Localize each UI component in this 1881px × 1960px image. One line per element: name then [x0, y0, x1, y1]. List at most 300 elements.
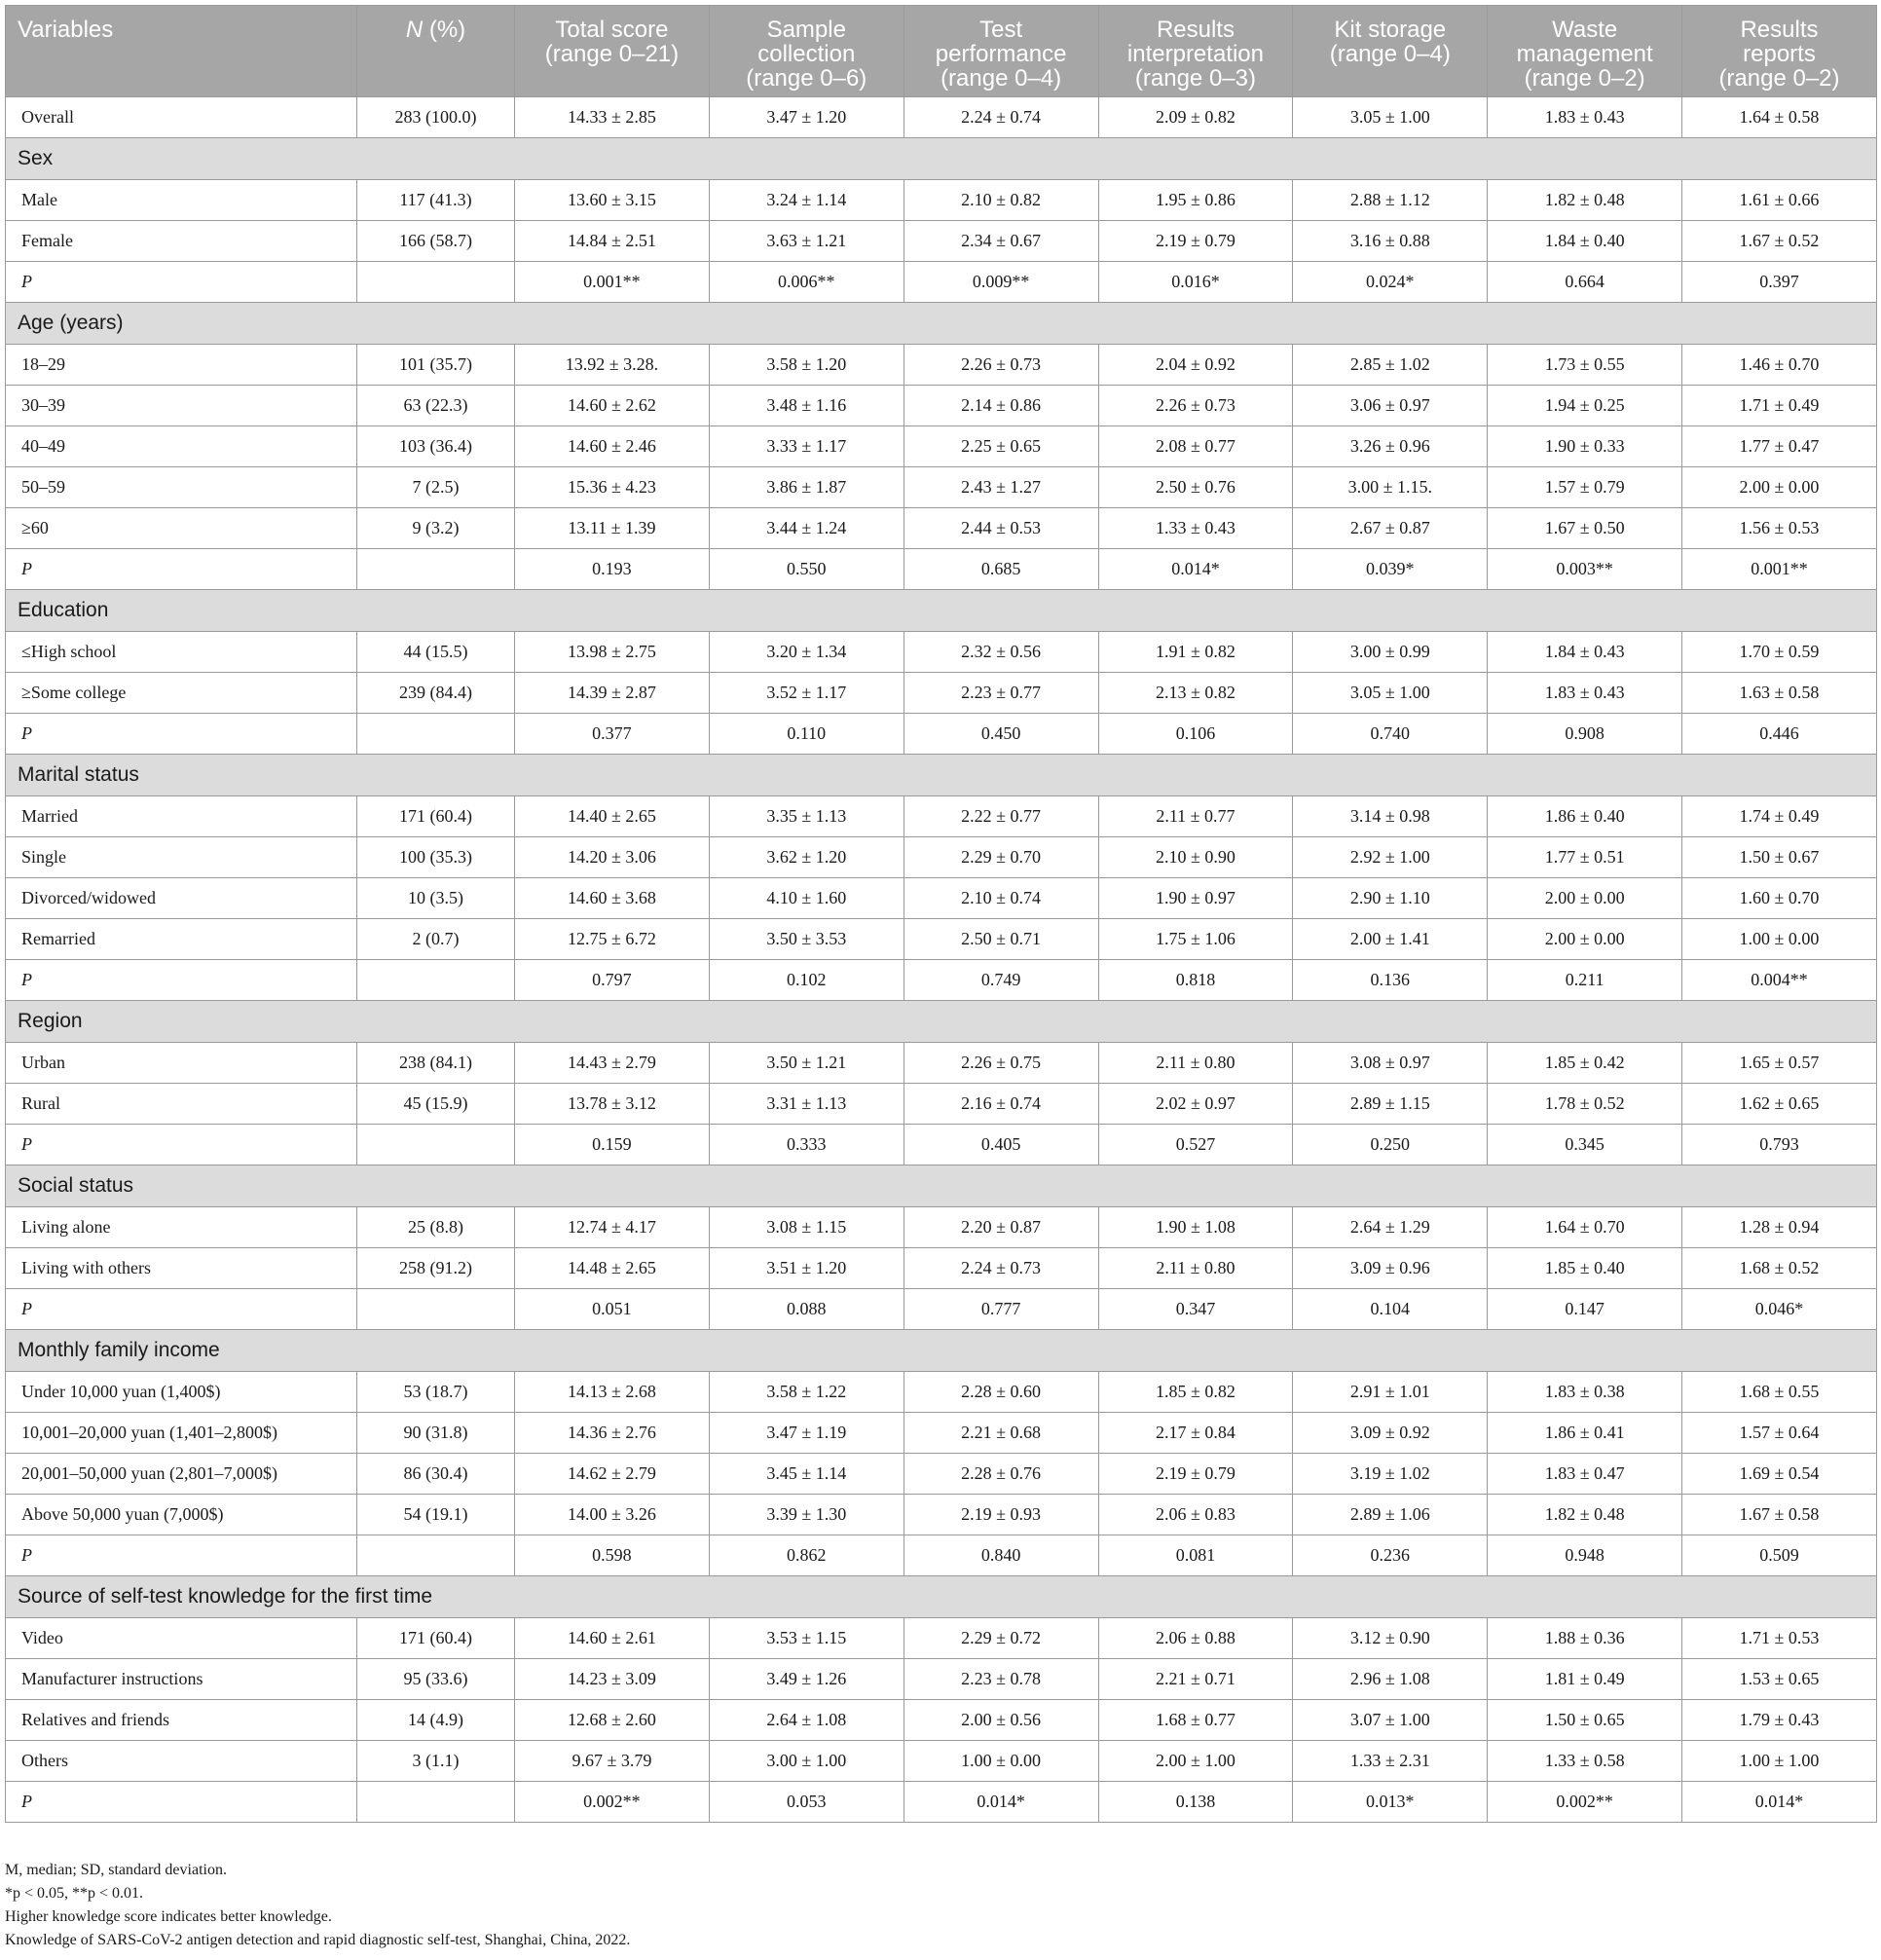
table-cell: 1.62 ± 0.65	[1682, 1084, 1877, 1125]
table-cell: 3.16 ± 0.88	[1293, 221, 1488, 262]
table-cell: 2.28 ± 0.76	[904, 1454, 1098, 1495]
table-cell: 0.777	[904, 1289, 1098, 1330]
table-cell: 101 (35.7)	[357, 345, 515, 386]
table-cell: 2.21 ± 0.68	[904, 1413, 1098, 1454]
table-cell: 2.26 ± 0.75	[904, 1043, 1098, 1084]
table-cell: 1.81 ± 0.49	[1488, 1659, 1682, 1700]
table-cell: 14.84 ± 2.51	[515, 221, 710, 262]
table-cell: 3.48 ± 1.16	[709, 386, 904, 426]
table-cell: 3.06 ± 0.97	[1293, 386, 1488, 426]
table-cell: 54 (19.1)	[357, 1495, 515, 1535]
table-row	[6, 97, 1877, 138]
table-cell: 0.159	[515, 1125, 710, 1165]
table-cell: 3.09 ± 0.92	[1293, 1413, 1488, 1454]
table-cell: 0.211	[1488, 960, 1682, 1001]
column-header-line: Sample	[766, 17, 846, 43]
table-cell: 0.397	[1682, 262, 1877, 303]
table-cell: 2.16 ± 0.74	[904, 1084, 1098, 1125]
table-cell: 2.13 ± 0.82	[1098, 673, 1293, 714]
column-header-line: Kit storage	[1334, 17, 1447, 43]
table-cell: 1.33 ± 0.58	[1488, 1741, 1682, 1782]
row-label: P	[6, 960, 357, 1001]
column-header-line: reports	[1743, 41, 1816, 67]
table-cell: 0.147	[1488, 1289, 1682, 1330]
table-cell: 3.14 ± 0.98	[1293, 796, 1488, 837]
section-header-row	[6, 590, 1877, 632]
table-cell: 0.081	[1098, 1535, 1293, 1576]
table-cell: 2.26 ± 0.73	[904, 345, 1098, 386]
p-value-row	[6, 1535, 1877, 1576]
table-cell: 3.31 ± 1.13	[709, 1084, 904, 1125]
table-cell: 1.83 ± 0.47	[1488, 1454, 1682, 1495]
table-cell: 2.90 ± 1.10	[1293, 878, 1488, 919]
table-cell: 0.004**	[1682, 960, 1877, 1001]
table-cell: 45 (15.9)	[357, 1084, 515, 1125]
table-cell: 2.00 ± 0.00	[1682, 467, 1877, 508]
table-row	[6, 467, 1877, 508]
table-cell: 3.05 ± 1.00	[1293, 97, 1488, 138]
table-cell: 1.50 ± 0.65	[1488, 1700, 1682, 1741]
table-cell: 2.19 ± 0.93	[904, 1495, 1098, 1535]
table-cell: 1.79 ± 0.43	[1682, 1700, 1877, 1741]
column-header-line: (range 0–21)	[544, 41, 680, 67]
p-value-row	[6, 262, 1877, 303]
table-cell: 0.405	[904, 1125, 1098, 1165]
table-cell: 3.00 ± 1.00	[709, 1741, 904, 1782]
row-label: Female	[6, 221, 357, 262]
row-label: Living with others	[6, 1248, 357, 1289]
section-header-row	[6, 303, 1877, 345]
table-cell: 1.90 ± 0.33	[1488, 426, 1682, 467]
row-label: Under 10,000 yuan (1,400$)	[6, 1372, 357, 1413]
table-cell: 1.60 ± 0.70	[1682, 878, 1877, 919]
table-cell: 1.00 ± 0.00	[1682, 919, 1877, 960]
table-cell: 2.06 ± 0.83	[1098, 1495, 1293, 1535]
table-cell: 0.136	[1293, 960, 1488, 1001]
table-cell: 2.02 ± 0.97	[1098, 1084, 1293, 1125]
table-cell: 2.19 ± 0.79	[1098, 221, 1293, 262]
table-cell: 1.78 ± 0.52	[1488, 1084, 1682, 1125]
table-cell: 2.26 ± 0.73	[1098, 386, 1293, 426]
table-cell: 1.67 ± 0.58	[1682, 1495, 1877, 1535]
table-cell: 1.85 ± 0.40	[1488, 1248, 1682, 1289]
table-row	[6, 837, 1877, 878]
table-cell: 0.001**	[1682, 549, 1877, 590]
table-cell: 3.50 ± 3.53	[709, 919, 904, 960]
table-cell: 9.67 ± 3.79	[515, 1741, 710, 1782]
table-cell: 2.23 ± 0.78	[904, 1659, 1098, 1700]
table-row	[6, 1084, 1877, 1125]
table-cell: 3.47 ± 1.20	[709, 97, 904, 138]
table-cell: 2.88 ± 1.12	[1293, 180, 1488, 221]
table-cell: 0.818	[1098, 960, 1293, 1001]
table-cell: 2.04 ± 0.92	[1098, 345, 1293, 386]
column-header-line: (range 0–4)	[1329, 41, 1451, 67]
table-cell: 2.20 ± 0.87	[904, 1207, 1098, 1248]
table-cell: 3.07 ± 1.00	[1293, 1700, 1488, 1741]
section-label: Education	[6, 590, 1877, 632]
table-cell: 13.60 ± 3.15	[515, 180, 710, 221]
table-cell: 0.104	[1293, 1289, 1488, 1330]
table-cell: 1.74 ± 0.49	[1682, 796, 1877, 837]
row-label: 20,001–50,000 yuan (2,801–7,000$)	[6, 1454, 357, 1495]
table-cell: 14.60 ± 2.62	[515, 386, 710, 426]
table-cell: 3.51 ± 1.20	[709, 1248, 904, 1289]
section-label: Age (years)	[6, 303, 1877, 345]
table-cell: 3 (1.1)	[357, 1741, 515, 1782]
section-header-row	[6, 1165, 1877, 1207]
table-cell: 1.90 ± 1.08	[1098, 1207, 1293, 1248]
column-header-line: Results	[1740, 17, 1819, 43]
table-cell: 0.014*	[904, 1782, 1098, 1823]
table-cell: 2.89 ± 1.06	[1293, 1495, 1488, 1535]
table-cell: 14.39 ± 2.87	[515, 673, 710, 714]
table-cell: 0.840	[904, 1535, 1098, 1576]
table-cell: 2.00 ± 0.56	[904, 1700, 1098, 1741]
table-cell: 1.84 ± 0.43	[1488, 632, 1682, 673]
column-header-line: Total score	[555, 17, 669, 43]
table-cell: 0.550	[709, 549, 904, 590]
table-body	[6, 97, 1877, 1823]
table-cell: 14.48 ± 2.65	[515, 1248, 710, 1289]
table-cell: 3.08 ± 0.97	[1293, 1043, 1488, 1084]
table-cell: 1.53 ± 0.65	[1682, 1659, 1877, 1700]
table-cell: 3.00 ± 1.15.	[1293, 467, 1488, 508]
table-cell: 0.598	[515, 1535, 710, 1576]
table-cell: 44 (15.5)	[357, 632, 515, 673]
table-cell: 3.45 ± 1.14	[709, 1454, 904, 1495]
table-row	[6, 1741, 1877, 1782]
table-cell: 3.08 ± 1.15	[709, 1207, 904, 1248]
table-cell: 0.345	[1488, 1125, 1682, 1165]
row-label: Rural	[6, 1084, 357, 1125]
table-cell: 1.33 ± 0.43	[1098, 508, 1293, 549]
table-cell: 3.24 ± 1.14	[709, 180, 904, 221]
p-value-row	[6, 1125, 1877, 1165]
table-cell: 3.47 ± 1.19	[709, 1413, 904, 1454]
column-header	[904, 6, 1098, 97]
table-row	[6, 180, 1877, 221]
table-cell: 2.10 ± 0.74	[904, 878, 1098, 919]
table-cell: 2.67 ± 0.87	[1293, 508, 1488, 549]
row-label: Others	[6, 1741, 357, 1782]
section-header-row	[6, 1330, 1877, 1372]
table-cell: 2.17 ± 0.84	[1098, 1413, 1293, 1454]
table-cell: 0.039*	[1293, 549, 1488, 590]
table-cell: 0.347	[1098, 1289, 1293, 1330]
p-value-row	[6, 960, 1877, 1001]
table-row	[6, 221, 1877, 262]
table-cell: 3.39 ± 1.30	[709, 1495, 904, 1535]
table-cell: 14.40 ± 2.65	[515, 796, 710, 837]
p-value-row	[6, 714, 1877, 755]
column-header-line: collection	[757, 41, 856, 67]
table-cell: 14.20 ± 3.06	[515, 837, 710, 878]
table-cell: 2.44 ± 0.53	[904, 508, 1098, 549]
section-header-row	[6, 138, 1877, 180]
table-cell: 0.908	[1488, 714, 1682, 755]
table-cell: 12.68 ± 2.60	[515, 1700, 710, 1741]
table-cell: 0.740	[1293, 714, 1488, 755]
table-cell	[357, 1782, 515, 1823]
column-header-line: N (%)	[405, 17, 466, 43]
table-cell: 3.26 ± 0.96	[1293, 426, 1488, 467]
table-cell: 2.43 ± 1.27	[904, 467, 1098, 508]
table-cell: 7 (2.5)	[357, 467, 515, 508]
column-header	[357, 6, 515, 97]
table-cell: 3.09 ± 0.96	[1293, 1248, 1488, 1289]
table-header	[6, 6, 1877, 97]
table-cell	[357, 1125, 515, 1165]
table-cell: 1.69 ± 0.54	[1682, 1454, 1877, 1495]
table-cell: 63 (22.3)	[357, 386, 515, 426]
row-label: Manufacturer instructions	[6, 1659, 357, 1700]
table-cell: 13.98 ± 2.75	[515, 632, 710, 673]
column-header-line: (range 0–2)	[1524, 65, 1645, 92]
table-cell: 1.86 ± 0.40	[1488, 796, 1682, 837]
knowledge-score-table	[5, 5, 1877, 1823]
column-header-line: Test	[979, 17, 1023, 43]
table-cell: 1.68 ± 0.77	[1098, 1700, 1293, 1741]
table-cell: 2.11 ± 0.80	[1098, 1248, 1293, 1289]
row-label: Divorced/widowed	[6, 878, 357, 919]
table-cell: 0.138	[1098, 1782, 1293, 1823]
table-cell: 2.92 ± 1.00	[1293, 837, 1488, 878]
table-cell: 2.34 ± 0.67	[904, 221, 1098, 262]
table-cell: 2.00 ± 1.00	[1098, 1741, 1293, 1782]
table-cell: 103 (36.4)	[357, 426, 515, 467]
table-cell: 90 (31.8)	[357, 1413, 515, 1454]
table-cell: 95 (33.6)	[357, 1659, 515, 1700]
table-cell: 1.83 ± 0.43	[1488, 97, 1682, 138]
table-cell: 0.003**	[1488, 549, 1682, 590]
column-header	[1682, 6, 1877, 97]
table-cell: 0.446	[1682, 714, 1877, 755]
table-cell	[357, 714, 515, 755]
table-cell: 3.49 ± 1.26	[709, 1659, 904, 1700]
table-cell: 1.85 ± 0.82	[1098, 1372, 1293, 1413]
table-cell: 1.77 ± 0.51	[1488, 837, 1682, 878]
table-cell: 12.74 ± 4.17	[515, 1207, 710, 1248]
row-label: 40–49	[6, 426, 357, 467]
table-cell: 1.73 ± 0.55	[1488, 345, 1682, 386]
table-cell: 14.13 ± 2.68	[515, 1372, 710, 1413]
table-cell: 0.749	[904, 960, 1098, 1001]
table-row	[6, 345, 1877, 386]
row-label: P	[6, 549, 357, 590]
column-header	[1488, 6, 1682, 97]
table-cell: 14 (4.9)	[357, 1700, 515, 1741]
table-cell: 0.110	[709, 714, 904, 755]
column-header-line: interpretation	[1126, 41, 1264, 67]
table-row	[6, 1700, 1877, 1741]
row-label: 30–39	[6, 386, 357, 426]
table-row	[6, 673, 1877, 714]
table-row	[6, 1495, 1877, 1535]
table-cell: 2.64 ± 1.08	[709, 1700, 904, 1741]
table-cell: 0.193	[515, 549, 710, 590]
table-cell: 13.11 ± 1.39	[515, 508, 710, 549]
row-label: Overall	[6, 97, 357, 138]
row-label: P	[6, 714, 357, 755]
table-cell: 1.95 ± 0.86	[1098, 180, 1293, 221]
row-label: ≤High school	[6, 632, 357, 673]
table-cell	[357, 1535, 515, 1576]
table-cell: 1.00 ± 0.00	[904, 1741, 1098, 1782]
table-cell: 2.24 ± 0.74	[904, 97, 1098, 138]
table-cell: 1.83 ± 0.38	[1488, 1372, 1682, 1413]
table-cell: 2.10 ± 0.90	[1098, 837, 1293, 878]
table-row	[6, 796, 1877, 837]
table-cell: 0.793	[1682, 1125, 1877, 1165]
column-header	[515, 6, 710, 97]
column-header-line: Waste	[1552, 17, 1618, 43]
table-cell: 1.46 ± 0.70	[1682, 345, 1877, 386]
table-cell: 2.96 ± 1.08	[1293, 1659, 1488, 1700]
section-header-row	[6, 1001, 1877, 1043]
table-cell: 0.685	[904, 549, 1098, 590]
table-cell: 0.948	[1488, 1535, 1682, 1576]
column-header-line: (range 0–2)	[1718, 65, 1840, 92]
table-cell: 1.82 ± 0.48	[1488, 180, 1682, 221]
table-cell: 0.377	[515, 714, 710, 755]
table-cell: 3.20 ± 1.34	[709, 632, 904, 673]
table-cell: 1.57 ± 0.79	[1488, 467, 1682, 508]
table-cell	[357, 262, 515, 303]
table-cell: 3.86 ± 1.87	[709, 467, 904, 508]
table-cell: 0.250	[1293, 1125, 1488, 1165]
column-header-line: Results	[1156, 17, 1235, 43]
table-cell: 1.88 ± 0.36	[1488, 1618, 1682, 1659]
table-cell: 2 (0.7)	[357, 919, 515, 960]
table-cell: 1.68 ± 0.52	[1682, 1248, 1877, 1289]
table-cell: 2.29 ± 0.70	[904, 837, 1098, 878]
table-cell: 3.44 ± 1.24	[709, 508, 904, 549]
table-cell: 2.64 ± 1.29	[1293, 1207, 1488, 1248]
row-label: ≥60	[6, 508, 357, 549]
table-cell: 100 (35.3)	[357, 837, 515, 878]
header-row	[6, 6, 1877, 97]
table-cell	[357, 549, 515, 590]
row-label: Male	[6, 180, 357, 221]
row-label: P	[6, 1125, 357, 1165]
table-cell: 3.52 ± 1.17	[709, 673, 904, 714]
table-cell: 2.00 ± 0.00	[1488, 919, 1682, 960]
table-cell: 2.89 ± 1.15	[1293, 1084, 1488, 1125]
table-cell: 2.09 ± 0.82	[1098, 97, 1293, 138]
row-label: Urban	[6, 1043, 357, 1084]
table-cell: 14.62 ± 2.79	[515, 1454, 710, 1495]
table-cell: 14.00 ± 3.26	[515, 1495, 710, 1535]
table-cell: 2.11 ± 0.80	[1098, 1043, 1293, 1084]
table-cell: 9 (3.2)	[357, 508, 515, 549]
p-value-row	[6, 549, 1877, 590]
table-cell: 0.088	[709, 1289, 904, 1330]
table-cell: 2.32 ± 0.56	[904, 632, 1098, 673]
table-cell: 258 (91.2)	[357, 1248, 515, 1289]
table-cell: 14.60 ± 2.46	[515, 426, 710, 467]
table-cell: 1.85 ± 0.42	[1488, 1043, 1682, 1084]
table-row	[6, 1659, 1877, 1700]
table-cell: 14.60 ± 2.61	[515, 1618, 710, 1659]
column-header	[6, 6, 357, 97]
table-cell: 1.65 ± 0.57	[1682, 1043, 1877, 1084]
table-cell: 1.68 ± 0.55	[1682, 1372, 1877, 1413]
table-cell: 3.50 ± 1.21	[709, 1043, 904, 1084]
table-row	[6, 1454, 1877, 1495]
table-cell: 2.85 ± 1.02	[1293, 345, 1488, 386]
table-cell: 1.67 ± 0.52	[1682, 221, 1877, 262]
table-cell: 0.053	[709, 1782, 904, 1823]
row-label: ≥Some college	[6, 673, 357, 714]
table-cell: 14.33 ± 2.85	[515, 97, 710, 138]
table-cell: 3.62 ± 1.20	[709, 837, 904, 878]
row-label: Video	[6, 1618, 357, 1659]
table-cell: 3.05 ± 1.00	[1293, 673, 1488, 714]
row-label: P	[6, 262, 357, 303]
table-cell: 1.91 ± 0.82	[1098, 632, 1293, 673]
table-cell: 2.23 ± 0.77	[904, 673, 1098, 714]
table-cell: 15.36 ± 4.23	[515, 467, 710, 508]
row-label: Living alone	[6, 1207, 357, 1248]
section-label: Region	[6, 1001, 1877, 1043]
p-value-row	[6, 1289, 1877, 1330]
table-cell: 1.86 ± 0.41	[1488, 1413, 1682, 1454]
table-cell: 2.11 ± 0.77	[1098, 796, 1293, 837]
table-cell: 3.58 ± 1.20	[709, 345, 904, 386]
table-cell: 1.61 ± 0.66	[1682, 180, 1877, 221]
table-cell	[357, 1289, 515, 1330]
table-cell: 0.016*	[1098, 262, 1293, 303]
table-cell: 1.56 ± 0.53	[1682, 508, 1877, 549]
table-cell: 3.53 ± 1.15	[709, 1618, 904, 1659]
table-cell: 1.57 ± 0.64	[1682, 1413, 1877, 1454]
table-cell: 1.71 ± 0.49	[1682, 386, 1877, 426]
table-cell: 14.60 ± 3.68	[515, 878, 710, 919]
row-label: Remarried	[6, 919, 357, 960]
table-row	[6, 919, 1877, 960]
table-cell: 0.051	[515, 1289, 710, 1330]
row-label: 10,001–20,000 yuan (1,401–2,800$)	[6, 1413, 357, 1454]
table-cell: 14.23 ± 3.09	[515, 1659, 710, 1700]
table-cell: 10 (3.5)	[357, 878, 515, 919]
row-label: 18–29	[6, 345, 357, 386]
column-header	[1098, 6, 1293, 97]
table-row	[6, 878, 1877, 919]
table-cell: 1.71 ± 0.53	[1682, 1618, 1877, 1659]
table-cell: 14.43 ± 2.79	[515, 1043, 710, 1084]
column-header-line: (range 0–4)	[940, 65, 1062, 92]
table-cell: 2.00 ± 1.41	[1293, 919, 1488, 960]
table-cell: 53 (18.7)	[357, 1372, 515, 1413]
table-cell: 1.90 ± 0.97	[1098, 878, 1293, 919]
table-cell: 4.10 ± 1.60	[709, 878, 904, 919]
table-cell: 2.00 ± 0.00	[1488, 878, 1682, 919]
table-row	[6, 426, 1877, 467]
table-cell: 1.63 ± 0.58	[1682, 673, 1877, 714]
table-row	[6, 1043, 1877, 1084]
table-row	[6, 386, 1877, 426]
p-value-row	[6, 1782, 1877, 1823]
table-cell: 2.50 ± 0.71	[904, 919, 1098, 960]
column-header-line: (range 0–3)	[1134, 65, 1256, 92]
table-cell: 1.28 ± 0.94	[1682, 1207, 1877, 1248]
table-cell: 0.106	[1098, 714, 1293, 755]
table-cell: 2.08 ± 0.77	[1098, 426, 1293, 467]
table-container	[5, 5, 1876, 1823]
table-cell: 0.001**	[515, 262, 710, 303]
table-cell: 3.12 ± 0.90	[1293, 1618, 1488, 1659]
